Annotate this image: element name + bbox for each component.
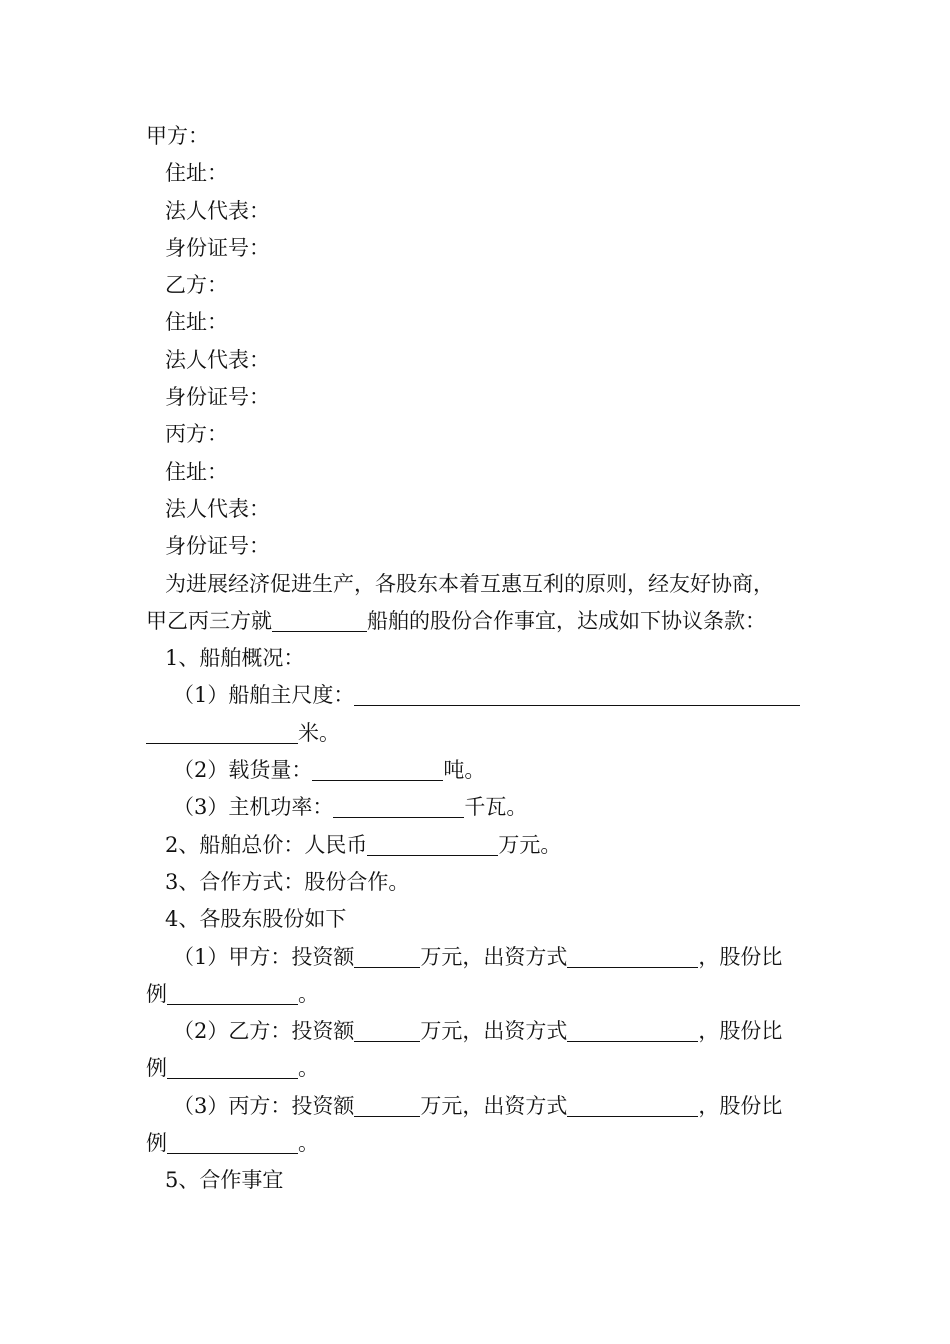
share-b-ratio-cont: 例: [146, 1056, 167, 1081]
share-b-method-label: 万元，出资方式: [420, 1019, 568, 1044]
intro-prefix: 甲乙丙三方就: [146, 608, 272, 633]
cargo-label: （2）载货量：: [173, 758, 313, 783]
share-b-ratio-label: ，股份比: [698, 1019, 783, 1044]
share-c-method-blank: [567, 1094, 698, 1117]
party-c-address: 住址：: [165, 459, 228, 484]
party-a-address: 住址：: [165, 161, 228, 186]
party-b-legal-rep: 法人代表：: [165, 347, 270, 372]
ship-dimensions-cont: [146, 715, 816, 752]
section-2-line: [146, 827, 816, 864]
ship-dimensions-line: [146, 677, 816, 714]
share-a-amount-blank: [354, 945, 420, 968]
engine-power-label: （3）主机功率：: [173, 795, 334, 820]
cargo-line: [146, 752, 816, 789]
share-b-ratio-line: [146, 1050, 816, 1087]
share-a-ratio-blank: [167, 982, 298, 1005]
ship-dimensions-unit: 米。: [298, 720, 340, 745]
total-price-label: 2、船舶总价：人民币: [165, 832, 368, 857]
agreement-body: [146, 118, 816, 1200]
share-a-end: 。: [298, 981, 319, 1006]
share-a-line: [146, 939, 816, 976]
section-4-title: 4、各股东股份如下: [165, 907, 347, 932]
share-c-ratio-cont: 例: [146, 1131, 167, 1156]
party-c-id-number: 身份证号：: [165, 534, 270, 559]
party-b-address: 住址：: [165, 310, 228, 335]
share-b-method-blank: [567, 1019, 698, 1042]
party-a-id-number: 身份证号：: [165, 235, 270, 260]
share-b-line: [146, 1013, 816, 1050]
party-b-header: 乙方：: [165, 273, 228, 298]
cargo-blank: [312, 758, 443, 781]
share-c-amount-blank: [354, 1094, 420, 1117]
ship-dimensions-blank-2: [146, 721, 298, 744]
share-a-ratio-line: [146, 976, 816, 1013]
total-price-unit: 万元。: [498, 832, 562, 857]
section-1-title: 1、船舶概况：: [165, 646, 305, 671]
share-b-label: （2）乙方：投资额: [173, 1019, 355, 1044]
share-c-ratio-label: ，股份比: [698, 1093, 783, 1118]
share-a-ratio-cont: 例: [146, 981, 167, 1006]
ship-dimensions-label: （1）船舶主尺度：: [173, 683, 355, 708]
share-a-method-blank: [567, 945, 698, 968]
share-c-ratio-blank: [167, 1131, 298, 1154]
share-b-amount-blank: [354, 1019, 420, 1042]
engine-power-unit: 千瓦。: [464, 795, 528, 820]
share-b-end: 。: [298, 1056, 319, 1081]
share-c-method-label: 万元，出资方式: [420, 1093, 568, 1118]
party-a-header: 甲方：: [146, 124, 209, 148]
total-price-blank: [367, 833, 498, 856]
share-a-ratio-label: ，股份比: [698, 944, 783, 969]
intro-line-2: [146, 603, 816, 640]
share-c-label: （3）丙方：投资额: [173, 1093, 355, 1118]
share-b-ratio-blank: [167, 1056, 298, 1079]
engine-power-line: [146, 789, 816, 826]
section-3-line: 3、合作方式：股份合作。: [165, 869, 410, 894]
party-b-id-number: 身份证号：: [165, 385, 270, 410]
ship-dimensions-blank: [354, 683, 800, 706]
intro-line-1: 为进展经济促进生产，各股东本着互惠互利的原则，经友好协商，: [165, 571, 774, 596]
section-5-title: 5、合作事宜: [165, 1168, 284, 1193]
cargo-unit: 吨。: [443, 758, 486, 783]
party-a-legal-rep: 法人代表：: [165, 198, 270, 223]
party-c-header: 丙方：: [165, 422, 228, 447]
ship-name-blank: [272, 609, 367, 632]
share-c-ratio-line: [146, 1125, 816, 1162]
share-a-method-label: 万元，出资方式: [420, 944, 568, 969]
party-c-legal-rep: 法人代表：: [165, 496, 270, 521]
intro-suffix: 船舶的股份合作事宜，达成如下协议条款：: [367, 608, 766, 633]
share-c-end: 。: [298, 1131, 319, 1156]
share-a-label: （1）甲方：投资额: [173, 944, 355, 969]
engine-power-blank: [333, 795, 464, 818]
share-c-line: [146, 1088, 816, 1125]
